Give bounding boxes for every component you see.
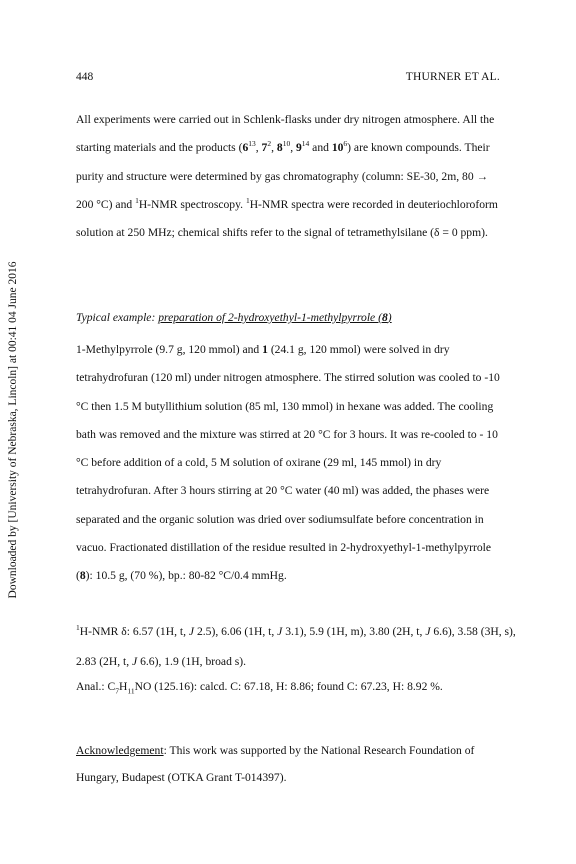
preparation-title: preparation of 2-hydroxyethyl-1-methylpyrrole (8) (158, 311, 392, 324)
compound-number: 9 (295, 141, 302, 155)
reference-superscript: 6 (343, 139, 348, 149)
nmr-superscript: 1 (135, 196, 139, 206)
running-head: THURNER ET AL. (405, 71, 500, 83)
nmr-superscript: 1 (245, 196, 250, 206)
elemental-analysis: Anal.: $C_7H_{11}NO$ (125.16): calcd. C: 67.18, H: 8.86; found C: 67.23, H: 8.92 %. (76, 680, 443, 696)
acknowledgement-label: Acknowledgement (76, 744, 164, 757)
reference-superscript: 10 (282, 139, 291, 149)
compound-number: 6 (242, 141, 249, 155)
download-note: Downloaded by [University of Nebraska, Lincoln] at 00:41 04 June 2016 (7, 261, 19, 599)
reference-superscript: 14 (301, 139, 310, 149)
compound-number: 1 (262, 343, 268, 356)
typical-example-heading (76, 311, 392, 324)
acknowledgement (76, 737, 504, 791)
compound-number: 7 (261, 141, 268, 155)
reference-superscript: 13 (248, 139, 256, 149)
experimental-paragraph: All experiments were carried out in Schlenk-flasks under dry nitrogen atmosphere. All the starting materials and the products ($6^{13}$, $7^2$, $8^{10}$, $9^{14}$ and $10^6$) are known compounds. Their purity and structure were determined by gas chromatography (column: SE-30, 2m, 80 → 200 °C) and $^1$H-NMR spectroscopy. $^1$H-NMR spectra were recorded in deuteriochloroform solution at 250 MHz; chemical shifts refer to the signal of tetramethylsilane (δ = 0 ppm). (76, 113, 498, 240)
reference-superscript: 2 (267, 139, 272, 149)
nmr-data: $^1$H-NMR δ: 6.57 (1H, t, J 2.5), 6.06 (1H, t, J 3.1), 5.9 (1H, m), 3.80 (2H, t, J 6.6), 3.58 (3H, s), 2.83 (2H, t, J 6.6), 1.9 (1H, broad s). (76, 623, 516, 668)
typical-example-label: Typical example: (76, 311, 159, 324)
compound-number: 8 (276, 141, 283, 155)
compound-number: 8 (79, 569, 86, 583)
download-sidebar (0, 0, 26, 864)
page-number: 448 (76, 71, 94, 83)
acknowledgement-text: : This work was supported by the National Research Foundation of Hungary, Budapest (OTKA Grant T-014397). (76, 744, 475, 784)
compound-number: 10 (331, 141, 344, 155)
procedure-paragraph: 1-Methylpyrrole (9.7 g, 120 mmol) and 1 (24.1 g, 120 mmol) were solved in dry tetrahydrofuran (120 ml) under nitrogen atmosphere. The stirred solution was cooled to -10 °C then 1.5 M butyllithium solution (85 ml, 130 mmol) in hexane was added. The cooling bath was removed and the mixture was stirred at 20 °C for 3 hours. It was re-cooled to - 10 °C before addition of a cold, 5 M solution of oxirane (29 ml, 145 mmol) in dry tetrahydrofuran. After 3 hours stirring at 20 °C water (40 ml) was added, the phases were separated and the organic solution was dried over sodiumsulfate before concentration in vacuo. Fractionated distillation of the residue resulted in 2-hydroxyethyl-1-methylpyrrole (8): 10.5 g, (70 %), bp.: 80-82 °C/0.4 mmHg. (76, 343, 500, 583)
